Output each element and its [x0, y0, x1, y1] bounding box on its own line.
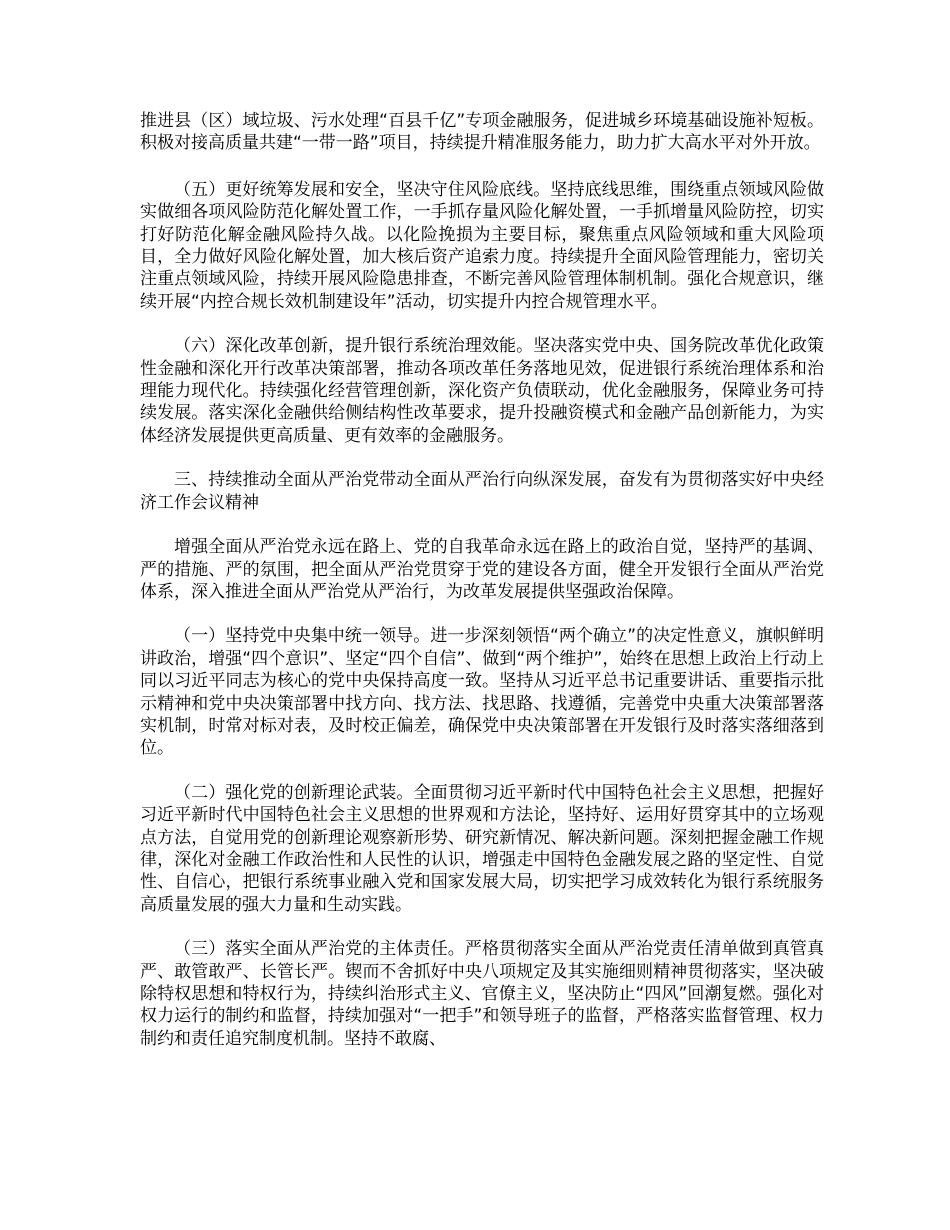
paragraph-environment-services: 推进县（区）域垃圾、污水处理“百县千亿”专项金融服务，促进城乡环境基础设施补短板。积极对接高质量共建“一带一路”项目，持续提升精准服务能力，助力扩大高水平对外开放。	[140, 111, 824, 154]
paragraph-item-2-theory: （二）强化党的创新理论武装。全面贯彻习近平新时代中国特色社会主义思想，把握好习近平新时代中国特色社会主义思想的世界观和方法论，坚持好、运用好贯穿其中的立场观点方法，自觉用党的创新理论观察新形势、研究新情况、解决新问题。深刻把握金融工作规律，深化对金融工作政治性和人民性的认识，增强走中国特色金融发展之路的坚定性、自觉性、自信心，把银行系统事业融入党和国家发展大局，切实把学习成效转化为银行系统服务高质量发展的强大力量和生动实践。	[140, 782, 824, 915]
document-body	[140, 110, 824, 1072]
section-heading-3: 三、持续推动全面从严治党带动全面从严治行向纵深发展，奋发有为贯彻落实好中央经济工作会议精神	[140, 470, 824, 513]
paragraph-section-6-reform: （六）深化改革创新，提升银行系统治理效能。坚决落实党中央、国务院改革优化政策性金融和深化开行改革决策部署，推动各项改革任务落地见效，促进银行系统治理体系和治理能力现代化。持续强化经营管理创新，深化资产负债联动，优化金融服务，保障业务可持续发展。落实深化金融供给侧结构性改革要求，提升投融资模式和金融产品创新能力，为实体经济发展提供更高质量、更有效率的金融服务。	[140, 336, 824, 446]
paragraph-item-3-responsibility: （三）落实全面从严治党的主体责任。严格贯彻落实全面从严治党责任清单做到真管真严、敢管敢严、长管长严。锲而不舍抓好中央八项规定及其实施细则精神贯彻落实，坚决破除特权思想和特权行为，持续纠治形式主义、官僚主义，坚决防止“四风”回潮复燃。强化对权力运行的制约和监督，持续加强对“一把手”和领导班子的监督，严格落实监督管理、权力制约和责任追究制度机制。坚持不敢腐、	[140, 939, 824, 1049]
paragraph-section-5-risk: （五）更好统筹发展和安全，坚决守住风险底线。坚持底线思维，围绕重点领域风险做实做细各项风险防范化解处置工作，一手抓存量风险化解处置，一手抓增量风险防控，切实打好防范化解金融风险持久战。以化险挽损为主要目标，聚焦重点风险领域和重大风险项目，全力做好风险化解处置，加大核后资产追索力度。持续提升全面风险管理能力，密切关注重点领域风险，持续开展风险隐患排查，不断完善风险管理体制机制。强化合规意识，继续开展“内控合规长效机制建设年”活动，切实提升内控合规管理水平。	[140, 179, 824, 312]
paragraph-party-governance-intro: 增强全面从严治党永远在路上、党的自我革命永远在路上的政治自觉，坚持严的基调、严的措施、严的氛围，把全面从严治党贯穿于党的建设各方面，健全开发银行全面从严治党体系，深入推进全面从严治党从严治行，为改革发展提供坚强政治保障。	[140, 537, 824, 602]
paragraph-item-1-leadership: （一）坚持党中央集中统一领导。进一步深刻领悟“两个确立”的决定性意义，旗帜鲜明讲政治，增强“四个意识”、坚定“四个自信”、做到“两个维护”，始终在思想上政治上行动上同以习近平同志为核心的党中央保持高度一致。坚持从习近平总书记重要讲话、重要指示批示精神和党中央决策部署中找方向、找方法、找思路、找遵循，完善党中央重大决策部署落实机制，时常对标对表，及时校正偏差，确保党中央决策部署在开发银行及时落实落细落到位。	[140, 626, 824, 759]
